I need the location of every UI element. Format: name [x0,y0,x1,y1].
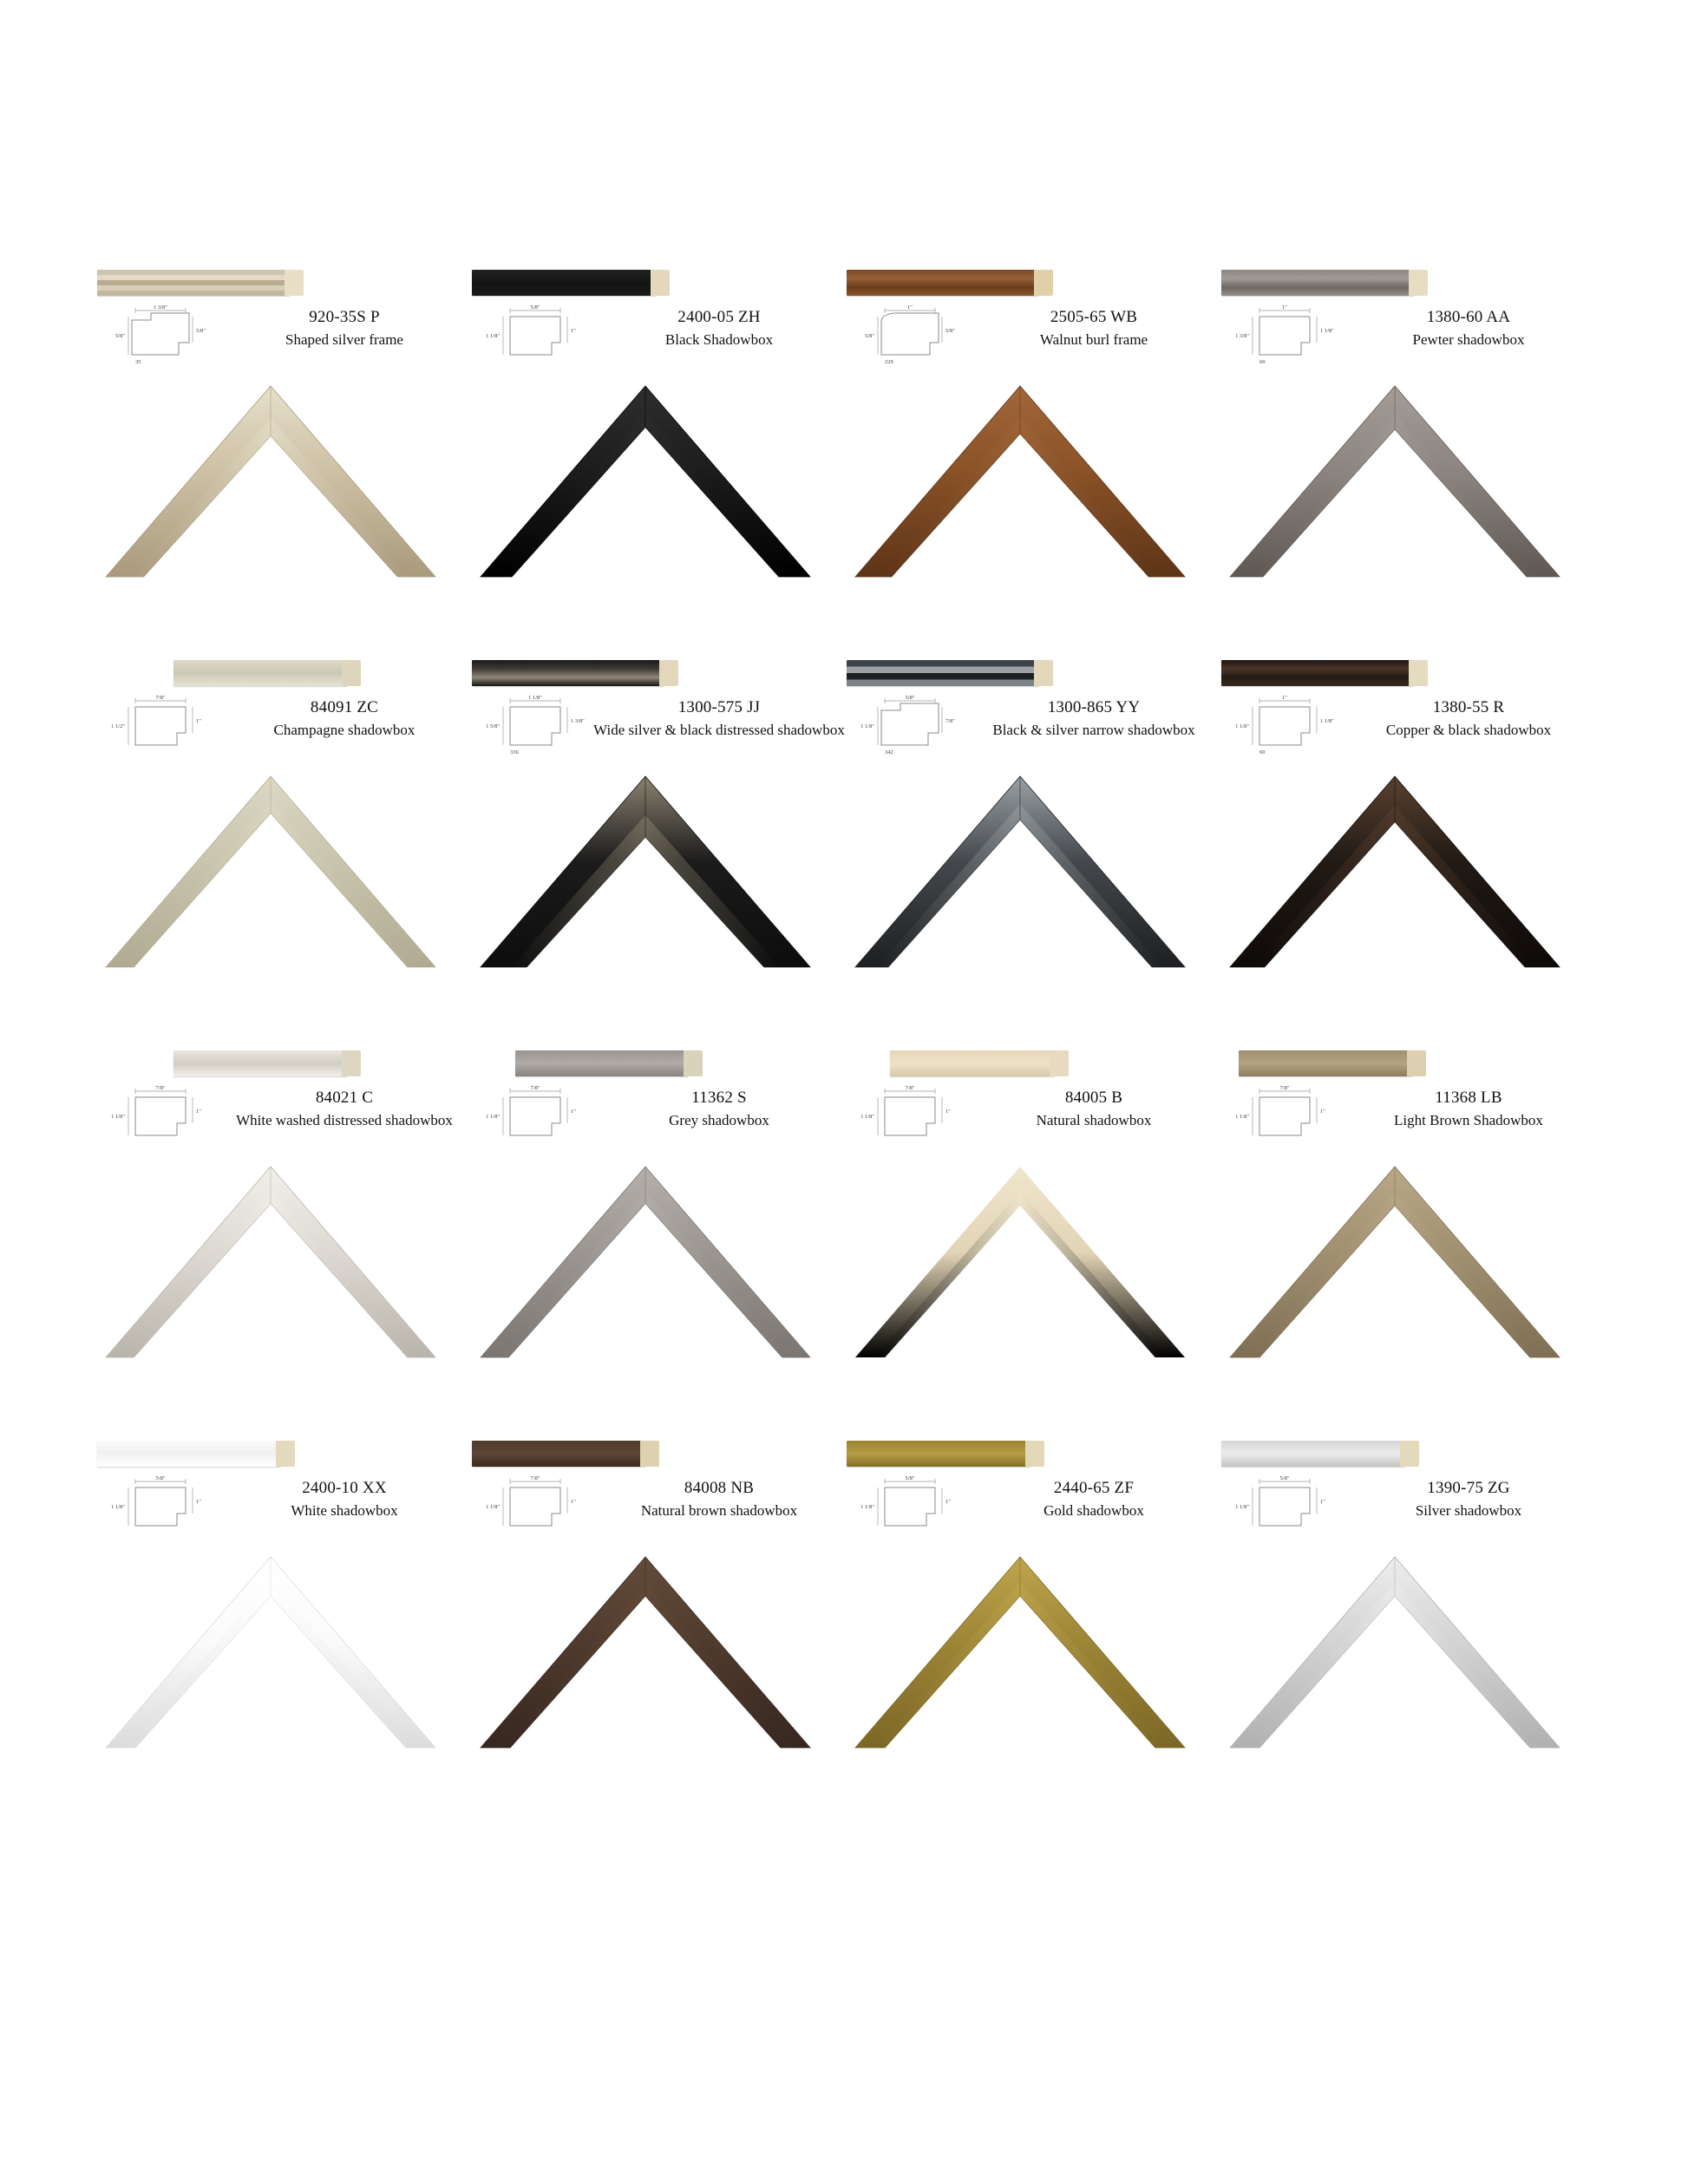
moulding-stick-sample [97,256,444,296]
profile-diagram [481,304,590,367]
svg-text:1 1/8": 1 1/8" [111,1504,125,1510]
moulding-stick [1239,1050,1412,1076]
moulding-stick-sample [472,1427,819,1467]
frame-label [593,1087,845,1130]
moulding-stick-sample [847,646,1194,686]
mitred-corner-sample [472,1548,819,1765]
frame-description: Wide silver & black distressed shadowbox [593,721,845,738]
profile-diagram [855,304,965,367]
moulding-stick-end [659,660,678,686]
frame-description: White shadowbox [291,1501,398,1519]
svg-text:5/8": 5/8" [155,1475,166,1481]
profile-diagram [106,304,215,367]
frame-card[interactable] [472,646,847,1036]
svg-text:5/8": 5/8" [865,333,874,339]
profile-diagram [481,1475,590,1538]
moulding-stick [472,270,656,296]
moulding-stick [173,660,347,686]
frame-card[interactable] [97,1427,472,1817]
frame-description: Walnut burl frame [1039,330,1148,348]
svg-text:1 1/8": 1 1/8" [1320,718,1334,724]
mitred-corner-sample [847,377,1194,594]
svg-text:1 1/8": 1 1/8" [1235,1114,1249,1120]
moulding-stick-end [285,270,304,296]
frame-code: 2440-65 ZF [1053,1479,1135,1497]
frame-card[interactable] [847,646,1221,1036]
frame-label [219,306,470,350]
moulding-stick [472,1441,645,1467]
moulding-stick [173,1050,347,1076]
moulding-stick [847,660,1039,686]
frame-card[interactable] [97,646,472,1036]
moulding-stick-sample [97,1036,444,1076]
moulding-stick-sample [97,646,444,686]
mitred-corner-sample [472,377,819,594]
moulding-stick-sample [847,1036,1194,1076]
svg-text:5/8": 5/8" [196,328,206,334]
frame-description: Black & silver narrow shadowbox [992,721,1195,738]
moulding-stick-end [651,270,670,296]
frame-label [593,306,845,350]
frame-description: Natural shadowbox [1036,1111,1152,1128]
mitred-corner-sample [847,768,1194,984]
moulding-stick-sample [1221,646,1568,686]
profile-diagram [106,1475,215,1538]
frame-code: 1300-865 YY [1047,698,1141,716]
moulding-stick [847,270,1039,296]
mitred-corner-sample [1221,1158,1568,1375]
moulding-stick-end [1050,1050,1069,1076]
svg-text:1": 1" [571,328,576,334]
svg-text:1": 1" [196,1499,201,1505]
profile-diagram [855,1085,965,1148]
frame-code: 1300-575 JJ [677,698,761,716]
frame-description: Silver shadowbox [1415,1501,1522,1519]
svg-text:1 1/8": 1 1/8" [528,695,542,701]
moulding-stick-end [342,660,361,686]
moulding-stick-sample [1221,1036,1568,1076]
frame-description: Gold shadowbox [1044,1501,1144,1519]
svg-text:7/8": 7/8" [530,1085,540,1091]
frame-label [1343,1477,1594,1520]
frame-description: Grey shadowbox [669,1111,769,1128]
frame-card[interactable] [1221,1036,1596,1427]
frame-label [968,306,1220,350]
frame-label [219,1087,470,1130]
profile-diagram [481,1085,590,1148]
mitred-corner-sample [472,768,819,984]
frame-card[interactable] [847,1036,1221,1427]
frame-card[interactable] [847,256,1221,646]
moulding-stick [472,660,664,686]
mitred-corner-sample [1221,377,1568,594]
frame-label [593,1477,845,1520]
frame-card[interactable] [1221,1427,1596,1817]
frame-description: Champagne shadowbox [273,721,415,738]
svg-text:1 5/8": 1 5/8" [486,723,500,729]
mitred-corner-sample [97,1548,444,1765]
frame-code: 11362 S [691,1089,747,1107]
frame-card[interactable] [1221,256,1596,646]
frame-label [1343,1087,1594,1130]
svg-text:1 1/8": 1 1/8" [486,1114,500,1120]
moulding-stick [97,270,290,296]
frame-code: 84091 ZC [310,698,379,716]
svg-text:7/8": 7/8" [155,1085,166,1091]
svg-text:1": 1" [907,304,913,311]
frame-description: Pewter shadowbox [1412,330,1525,348]
frame-description: Light Brown Shadowbox [1394,1111,1543,1128]
moulding-stick [1221,270,1414,296]
moulding-stick [515,1050,689,1076]
frame-label [968,696,1220,740]
svg-text:5/8": 5/8" [530,304,540,311]
svg-text:5/8": 5/8" [905,1475,915,1481]
profile-diagram [855,1475,965,1538]
svg-text:1": 1" [1282,304,1287,311]
svg-text:1 1/8": 1 1/8" [860,1504,874,1510]
frame-card[interactable] [472,256,847,646]
moulding-stick-end [684,1050,703,1076]
svg-text:7/8": 7/8" [530,1475,540,1481]
mitred-corner-sample [1221,1548,1568,1765]
moulding-stick-end [1034,660,1053,686]
frame-card[interactable] [97,256,472,646]
svg-text:1 3/8": 1 3/8" [154,304,167,311]
svg-text:229: 229 [885,359,893,365]
frame-code: 1380-60 AA [1426,308,1511,326]
frame-label [1343,696,1594,740]
moulding-stick [890,1050,1055,1076]
svg-text:1 1/8": 1 1/8" [111,1114,125,1120]
svg-text:7/8": 7/8" [945,718,955,724]
svg-text:1 3/8": 1 3/8" [571,718,585,724]
svg-text:1 3/8": 1 3/8" [1235,333,1249,339]
profile-diagram [1230,1475,1339,1538]
frame-card[interactable] [472,1036,847,1427]
frame-grid [97,256,1598,1817]
svg-text:1": 1" [1282,695,1287,701]
svg-text:1 1/2": 1 1/2" [111,723,125,729]
frame-label [968,1477,1220,1520]
frame-code: 2400-05 ZH [677,308,761,326]
profile-diagram [1230,304,1339,367]
frame-card[interactable] [472,1427,847,1817]
frame-description: Shaped silver frame [285,330,403,348]
svg-text:7/8": 7/8" [155,695,166,701]
svg-text:1 1/8": 1 1/8" [860,1114,874,1120]
svg-text:1 1/8": 1 1/8" [1235,723,1249,729]
svg-text:1": 1" [196,1108,201,1115]
frame-description: Copper & black shadowbox [1385,721,1552,738]
svg-text:1 1/8": 1 1/8" [1235,1504,1249,1510]
svg-text:1": 1" [571,1108,576,1115]
moulding-stick-sample [97,1427,444,1467]
moulding-stick-end [1400,1441,1419,1467]
frame-card[interactable] [847,1427,1221,1817]
svg-text:7/8": 7/8" [1279,1085,1290,1091]
frame-description: White washed distressed shadowbox [236,1111,453,1128]
frame-label [1343,306,1594,350]
profile-diagram [481,695,590,757]
moulding-stick-sample [472,646,819,686]
frame-code: 2505-65 WB [1050,308,1138,326]
svg-text:5/8": 5/8" [905,695,915,701]
mitred-corner-sample [472,1158,819,1375]
frame-code: 11368 LB [1435,1089,1502,1107]
moulding-stick-end [1407,1050,1426,1076]
moulding-stick [1221,660,1414,686]
svg-text:1 1/8": 1 1/8" [1320,328,1334,334]
mitred-corner-sample [847,1158,1194,1375]
profile-diagram [1230,695,1339,757]
frame-label [219,696,470,740]
moulding-stick-sample [847,256,1194,296]
moulding-stick [847,1441,1030,1467]
moulding-stick-sample [1221,1427,1568,1467]
mitred-corner-sample [97,1158,444,1375]
frame-code: 84005 B [1064,1089,1123,1107]
frame-code: 2400-10 XX [302,1479,387,1497]
svg-text:60: 60 [1259,749,1266,755]
moulding-stick-sample [472,256,819,296]
svg-text:1": 1" [1320,1499,1325,1505]
svg-text:1": 1" [945,1108,951,1115]
frame-code: 84008 NB [684,1479,755,1497]
frame-code: 920-35S P [309,308,380,326]
moulding-stick-end [1034,270,1053,296]
svg-text:1 1/8": 1 1/8" [486,1504,500,1510]
moulding-stick-sample [472,1036,819,1076]
frame-label [593,696,845,740]
svg-text:60: 60 [1259,359,1266,365]
moulding-stick-end [1025,1441,1044,1467]
mitred-corner-sample [97,377,444,594]
svg-text:7/8": 7/8" [905,1085,915,1091]
svg-text:336: 336 [510,749,519,755]
frame-code: 1390-75 ZG [1427,1479,1510,1497]
moulding-stick-end [1409,270,1428,296]
svg-text:5/8": 5/8" [115,333,125,339]
svg-text:342: 342 [885,749,893,755]
mitred-corner-sample [1221,768,1568,984]
frame-code: 84021 C [315,1089,374,1107]
svg-text:5/8": 5/8" [1279,1475,1290,1481]
frame-code: 1380-55 R [1432,698,1505,716]
frame-card[interactable] [1221,646,1596,1036]
frame-label [219,1477,470,1520]
svg-text:1": 1" [571,1499,576,1505]
svg-text:1 1/8": 1 1/8" [860,723,874,729]
frame-card[interactable] [97,1036,472,1427]
moulding-stick [1221,1441,1405,1467]
profile-diagram [106,695,215,757]
svg-text:5/8": 5/8" [945,328,955,334]
svg-text:1": 1" [196,718,201,724]
svg-text:35: 35 [135,359,141,365]
profile-diagram [106,1085,215,1148]
moulding-stick-sample [847,1427,1194,1467]
frame-description: Black Shadowbox [664,330,774,348]
moulding-stick-end [342,1050,361,1076]
moulding-stick-sample [1221,256,1568,296]
moulding-stick-end [276,1441,295,1467]
mitred-corner-sample [97,768,444,984]
profile-diagram [855,695,965,757]
svg-text:1": 1" [945,1499,951,1505]
frame-description: Natural brown shadowbox [640,1501,798,1519]
profile-diagram [1230,1085,1339,1148]
svg-text:1 1/8": 1 1/8" [486,333,500,339]
mitred-corner-sample [847,1548,1194,1765]
frame-label [968,1087,1220,1130]
moulding-stick [97,1441,281,1467]
moulding-stick-end [1409,660,1428,686]
svg-text:1": 1" [1320,1108,1325,1115]
moulding-stick-end [640,1441,659,1467]
